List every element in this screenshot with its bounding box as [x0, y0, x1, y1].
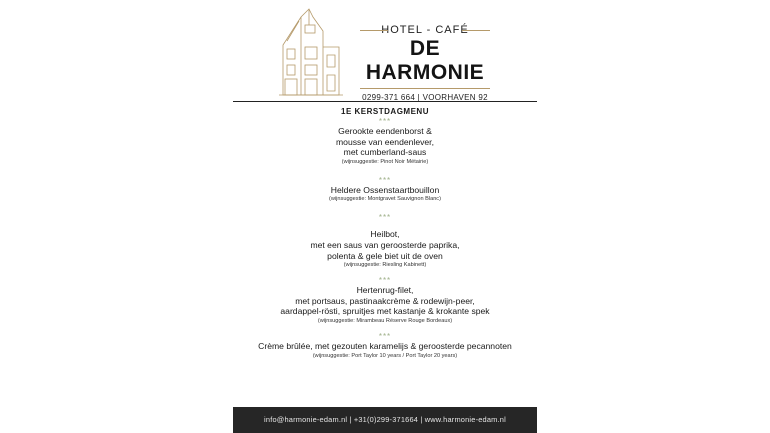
wine-suggestion: (wijnsuggestie: Riesling Kabinett)	[343, 262, 427, 269]
menu-title: 1E KERSTDAGMENU	[341, 107, 429, 116]
dish-line: Heldere Ossenstaartbouillon	[330, 184, 440, 195]
building-logo-icon	[279, 7, 343, 99]
wine-suggestion: (wijnsuggestie: Port Taylor 10 years / Port Taylor 20 years)	[312, 352, 458, 359]
course-2	[233, 185, 537, 204]
course-1	[233, 126, 537, 166]
dish-line: met een saus van geroosterde paprika,	[310, 239, 460, 250]
dish-line: polenta & gele biet uit de oven	[327, 250, 443, 261]
separator-stars: ***	[378, 213, 392, 223]
wine-suggestion: (wijnsuggestie: Mirambeau Réserve Rouge Bordeaux)	[317, 317, 453, 324]
header-divider	[233, 101, 537, 102]
dish-line: mousse van eendenlever,	[336, 136, 434, 147]
dish-line: met cumberland-saus	[343, 147, 427, 158]
dish-line: met portsaus, pastinaakcrème & rodewijn-peer,	[295, 295, 475, 306]
brand-contact: 0299-371 664 | VOORHAVEN 92	[362, 93, 488, 102]
dish-line: aardappel-rösti, spruitjes met kastanje & krokante spek	[280, 306, 490, 317]
wine-suggestion: (wijnsuggestie: Pinot Noir Métairie)	[341, 158, 429, 165]
separator-stars: ***	[378, 175, 392, 185]
dish-line: Crème brûlée, met gezouten karamelijs & geroosterde pecannoten	[258, 340, 512, 351]
dish-line: Gerookte eendenborst &	[338, 126, 432, 136]
dish-line: Hertenrug-filet,	[356, 285, 414, 296]
course-3	[233, 229, 537, 269]
separator-stars: ***	[378, 117, 392, 126]
course-5	[233, 341, 537, 360]
separator-stars: ***	[378, 331, 392, 341]
brand-subtitle: HOTEL - CAFÉ	[358, 24, 492, 36]
wine-suggestion: (wijnsuggestie: Montgravet Sauvignon Blanc)	[329, 196, 441, 203]
separator-stars: ***	[378, 276, 392, 286]
dish-line: Heilbot,	[370, 229, 400, 240]
brand-block	[358, 24, 492, 102]
course-4	[233, 285, 537, 325]
menu	[233, 106, 537, 360]
brand-divider	[360, 88, 490, 89]
footer-contact-bar: info@harmonie-edam.nl | +31(0)299-371664 | www.harmonie-edam.nl	[233, 407, 537, 433]
brand-title: DE HARMONIE	[365, 37, 485, 84]
